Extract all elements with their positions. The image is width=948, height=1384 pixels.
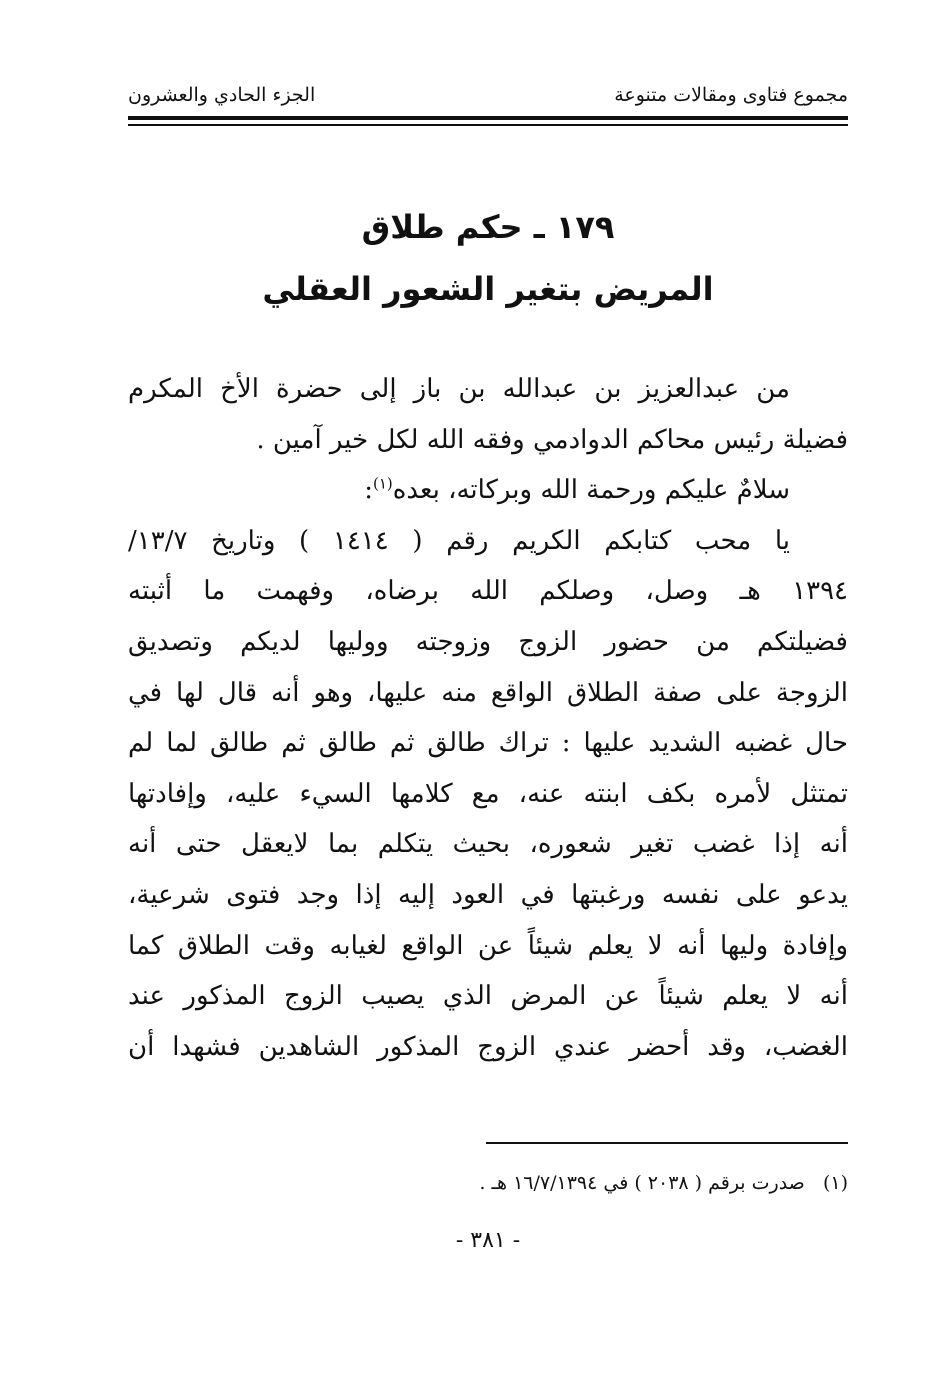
header-rule-thin [128, 124, 848, 126]
body-text [128, 364, 848, 1072]
paragraph-line-6: تمتثل لأمره بكف ابنته عنه، مع كلامها السيء عليه، وإفادتها [128, 778, 848, 809]
paragraph-line-8: يدعو على نفسه ورغبتها في العود إليه إذا وجد فتوى شرعية، [128, 879, 848, 910]
volume-label: الجزء الحادي والعشرون [128, 84, 316, 106]
paragraph-line-7: أنه إذا غضب تغير شعوره، بحيث يتكلم بما لايعقل حتى أنه [128, 829, 848, 860]
title-line-2: المريض بتغير الشعور العقلي [262, 270, 714, 308]
paragraph-line-11: الغضب، وقد أحضر عندي الزوج المذكور الشاهدين فشهدا أن [128, 1031, 848, 1062]
paragraph-line-5: حال غضبه الشديد عليها : تراك طالق ثم طالق ثم طالق لما لم [128, 728, 848, 759]
footnote [128, 1172, 848, 1194]
intro-line-1: من عبدالعزيز بن عبدالله بن باز إلى حضرة الأخ المكرم [128, 374, 790, 404]
greeting-line [128, 465, 848, 516]
header-rule-thick [128, 116, 848, 120]
running-header [128, 84, 848, 114]
footnote-rule [486, 1142, 848, 1144]
footnote-marker: (١) [822, 1172, 848, 1194]
paragraph-line-9: وإفادة وليها أنه لا يعلم شيئاً عن الواقع لغيابه وقت الطلاق كما [128, 930, 848, 961]
intro-line-2: فضيلة رئيس محاكم الدوادمي وفقه الله لكل خير آمين . [256, 424, 848, 455]
footnote-ref: (١) [372, 474, 393, 493]
paragraph-line-4: الزوجة على صفة الطلاق الواقع منه عليها، وهو أنه قال لها في [128, 677, 848, 708]
paragraph-line-1: يا محب كتابكم الكريم رقم ( ١٤١٤ ) وتاريخ ١٣/٧/ [128, 525, 790, 556]
paragraph-line-2: ١٣٩٤ هـ وصل، وصلكم الله برضاه، وفهمت ما أثبته [128, 576, 848, 607]
greeting-text: سلامٌ عليكم ورحمة الله وبركاته، بعده [392, 475, 790, 506]
greeting-colon: : [364, 475, 373, 506]
book-title: مجموع فتاوى ومقالات متنوعة [614, 84, 848, 106]
fatwa-title [128, 196, 848, 320]
footnote-text: صدرت برقم ( ٢٠٣٨ ) في ١٦/٧/١٣٩٤ هـ . [479, 1172, 805, 1194]
paragraph-line-10: أنه لا يعلم شيئاً عن المرض الذي يصيب الزوج المذكور عند [128, 981, 848, 1012]
page-number: - ٣٨١ - [455, 1228, 521, 1253]
title-line-1: ١٧٩ ـ حكم طلاق [361, 208, 615, 246]
paragraph-line-3: فضيلتكم من حضور الزوج وزوجته ووليها لديكم وتصديق [128, 626, 848, 657]
